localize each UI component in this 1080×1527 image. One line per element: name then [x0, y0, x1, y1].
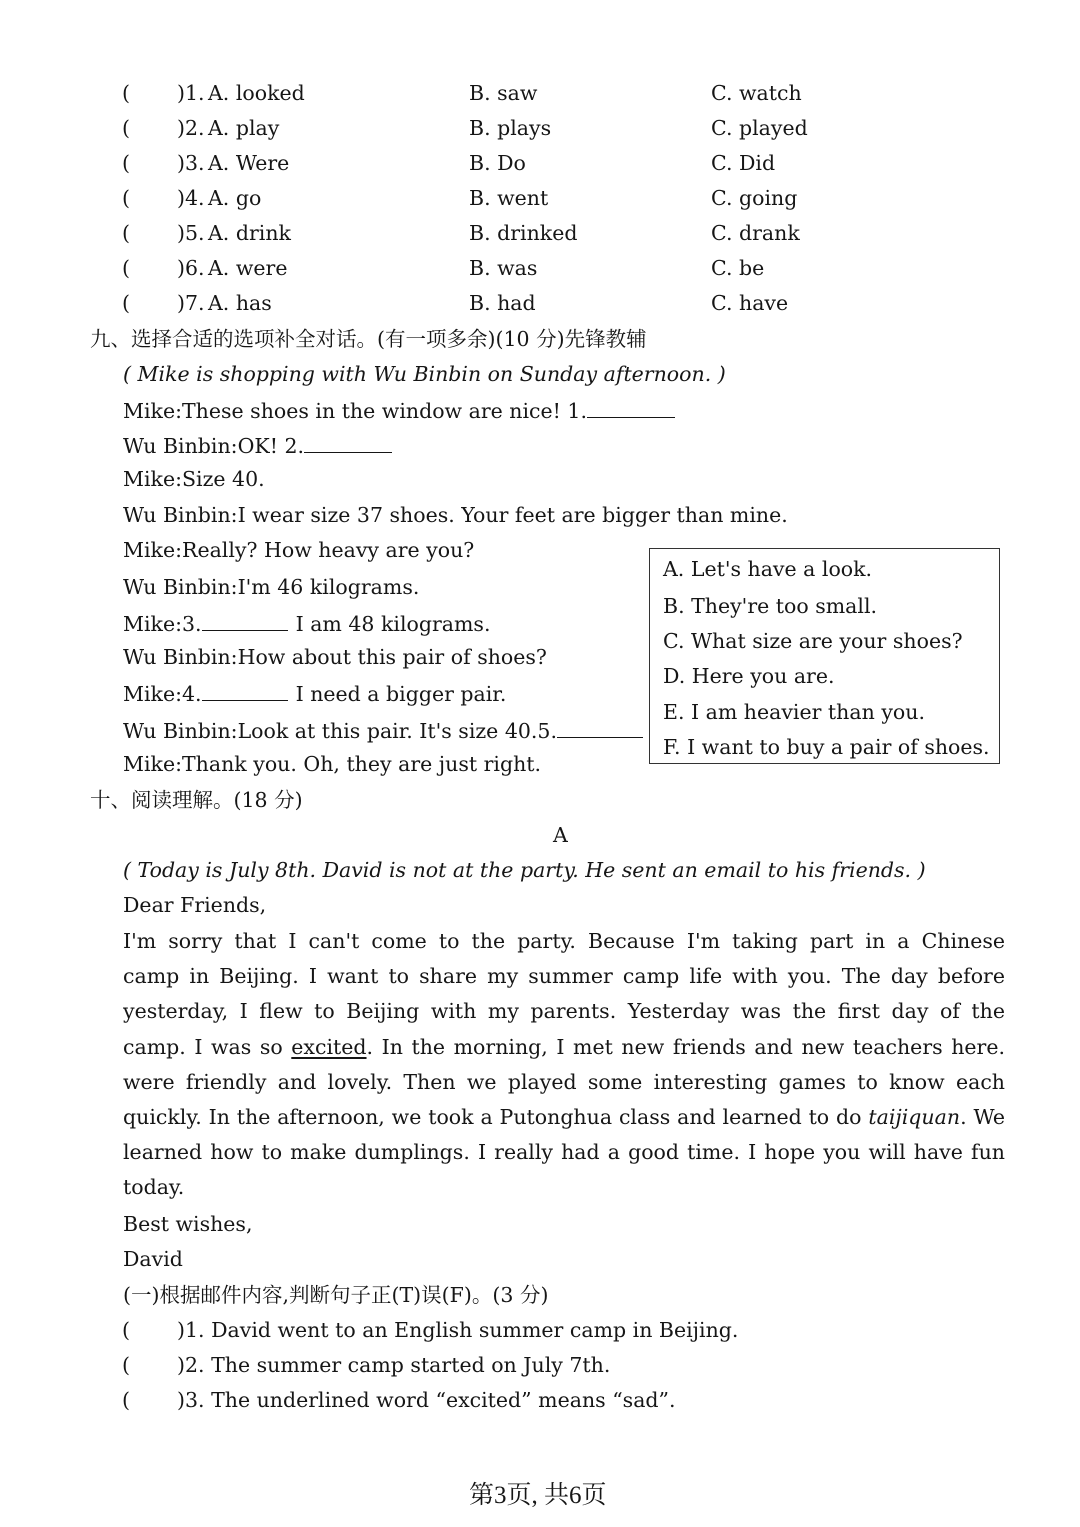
option-c: C. watch: [711, 81, 802, 105]
answer-paren[interactable]: (: [122, 221, 130, 245]
email-body: [123, 924, 1005, 1206]
option-b: B. saw: [469, 81, 538, 105]
dialogue-line: Wu Binbin:I'm 46 kilograms.: [123, 575, 420, 599]
dialogue-line: Mike:Size 40.: [123, 467, 265, 491]
option-item: B. They're too small.: [663, 594, 878, 618]
answer-blank-1[interactable]: [587, 399, 675, 418]
question-number: )3.: [177, 151, 205, 175]
email-greeting: Dear Friends,: [123, 893, 267, 917]
option-item: D. Here you are.: [663, 664, 835, 688]
page-number: 第3页, 共6页: [469, 1482, 607, 1509]
option-c: C. going: [711, 186, 798, 210]
answer-paren[interactable]: (: [122, 186, 130, 210]
question-number: )2.: [177, 116, 205, 140]
question-number: )1.: [177, 81, 205, 105]
answer-blank-3[interactable]: [202, 612, 288, 631]
email-line: quickly. In the afternoon, we took a Putonghua class and learned to do taijiquan. We: [123, 1104, 1005, 1129]
option-b: B. went: [469, 186, 549, 210]
tf-heading: (一)根据邮件内容,判断句子正(T)误(F)。(3 分): [123, 1283, 549, 1307]
answer-blank-4[interactable]: [202, 682, 288, 701]
question-number: )7.: [177, 291, 205, 315]
option-b: B. had: [469, 291, 536, 315]
option-a: A. has: [208, 291, 272, 315]
dialogue-line: Mike:These shoes in the window are nice! 1.: [123, 399, 675, 422]
option-c: C. have: [711, 291, 789, 315]
italic-word: taijiquan: [868, 1104, 961, 1129]
question-number: )5.: [177, 221, 205, 245]
question-number: )4.: [177, 186, 205, 210]
dialogue-line: Wu Binbin:OK! 2.: [123, 434, 392, 457]
option-c: C. be: [711, 256, 765, 280]
answer-paren[interactable]: (: [122, 1353, 130, 1377]
dialogue-line: Wu Binbin:How about this pair of shoes?: [123, 645, 547, 669]
tf-question: )2. The summer camp started on July 7th.: [177, 1353, 611, 1377]
tf-question: )1. David went to an English summer camp in Beijing.: [177, 1318, 739, 1342]
dialogue-line: Mike:4. I need a bigger pair.: [123, 682, 507, 706]
answer-paren[interactable]: (: [122, 81, 130, 105]
email-line: camp. I was so excited. In the morning, I met new friends and new teachers here.: [123, 1034, 1005, 1059]
section-10-heading: 十、阅读理解。(18 分): [90, 788, 303, 812]
option-a: A. drink: [208, 221, 291, 245]
option-a: A. were: [208, 256, 288, 280]
option-a: A. go: [208, 186, 262, 210]
option-b: B. Do: [469, 151, 526, 175]
answer-blank-5[interactable]: [557, 719, 643, 738]
section-9-heading: 九、选择合适的选项补全对话。(有一项多余)(10 分)先锋教辅: [90, 327, 647, 351]
option-item: E. I am heavier than you.: [663, 700, 925, 724]
option-c: C. drank: [711, 221, 800, 245]
option-b: B. plays: [469, 116, 552, 140]
answer-paren[interactable]: (: [122, 1388, 130, 1412]
tf-question: )3. The underlined word “excited” means “sad”.: [177, 1388, 676, 1412]
option-a: A. Were: [208, 151, 290, 175]
email-signature: David: [123, 1247, 183, 1271]
option-b: B. was: [469, 256, 538, 280]
answer-paren[interactable]: (: [122, 256, 130, 280]
option-c: C. played: [711, 116, 808, 140]
email-line: yesterday, I flew to Beijing with my parents. Yesterday was the first day of the: [123, 999, 1005, 1024]
option-a: A. looked: [208, 81, 305, 105]
dialogue-line: Mike:3. I am 48 kilograms.: [123, 612, 491, 636]
option-item: A. Let's have a look.: [663, 557, 873, 581]
email-line: I'm sorry that I can't come to the party. Because I'm taking part in a Chinese: [123, 929, 1005, 953]
option-c: C. Did: [711, 151, 776, 175]
dialogue-line: Wu Binbin:Look at this pair. It's size 40.5.: [123, 719, 643, 742]
dialogue-line: Mike:Really? How heavy are you?: [123, 538, 475, 562]
underlined-word: excited: [291, 1034, 367, 1059]
answer-paren[interactable]: (: [122, 291, 130, 315]
answer-paren[interactable]: (: [122, 151, 130, 175]
option-item: F. I want to buy a pair of shoes.: [663, 735, 990, 759]
option-b: B. drinked: [469, 221, 578, 245]
email-line: camp in Beijing. I want to share my summer camp life with you. The day before: [123, 964, 1005, 989]
dialogue-line: Wu Binbin:I wear size 37 shoes. Your feet are bigger than mine.: [123, 503, 788, 527]
passage-label: A: [553, 823, 568, 847]
passage-context: ( Today is July 8th. David is not at the party. He sent an email to his friends. ): [123, 858, 926, 882]
dialogue-context: ( Mike is shopping with Wu Binbin on Sunday afternoon. ): [123, 362, 726, 386]
email-line: today.: [123, 1175, 185, 1200]
email-line: were friendly and lovely. Then we played some interesting games to know each: [123, 1069, 1005, 1094]
email-line: learned how to make dumplings. I really had a good time. I hope you will have fun: [123, 1140, 1005, 1165]
answer-blank-2[interactable]: [304, 434, 392, 453]
option-item: C. What size are your shoes?: [663, 629, 963, 653]
dialogue-line: Mike:Thank you. Oh, they are just right.: [123, 752, 542, 776]
question-number: )6.: [177, 256, 205, 280]
option-a: A. play: [208, 116, 280, 140]
email-closing: Best wishes,: [123, 1212, 253, 1236]
answer-paren[interactable]: (: [122, 1318, 130, 1342]
answer-paren[interactable]: (: [122, 116, 130, 140]
options-box: [649, 548, 1000, 764]
